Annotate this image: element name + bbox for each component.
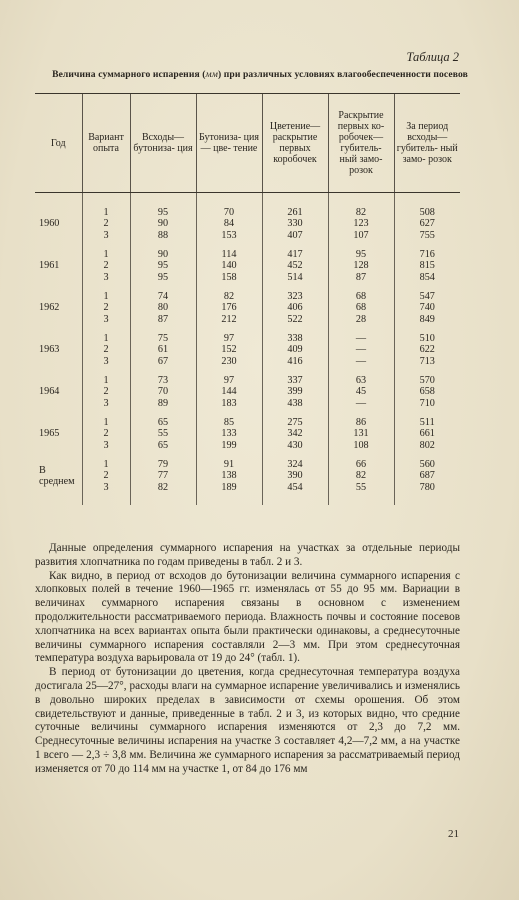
cell-value: 61: [157, 344, 169, 356]
cell-value: 82: [355, 207, 367, 219]
paragraph: Данные определения суммарного испарения на участках за отдельные периоды развития хлопчатника по годам приведены в табл. 2 и 3.: [35, 542, 460, 568]
col-header-period-2: Бутониза- ция — цве- тение: [196, 94, 262, 193]
col-header-period-3: Цветение— раскрытие первых коробочек: [262, 94, 328, 193]
flowering-opening-cell: [262, 455, 328, 505]
caption-before: Величина суммарного испарения (: [52, 69, 206, 80]
table-row: [35, 287, 460, 329]
variant-cell: [82, 245, 130, 287]
page-number: 21: [448, 828, 459, 840]
cell-value: 82: [157, 481, 169, 493]
cell-value: —: [355, 397, 367, 409]
cell-value: 1: [103, 291, 109, 303]
cell-value: 88: [157, 229, 169, 241]
cell-value: 627: [419, 218, 435, 230]
cell-value: 114: [221, 249, 237, 261]
cell-value: —: [355, 355, 367, 367]
cell-value: 70: [223, 207, 235, 219]
opening-frost-cell: [328, 245, 394, 287]
table-row: [35, 245, 460, 287]
cell-value: 97: [223, 333, 235, 345]
cell-value: —: [355, 344, 367, 356]
table-header-row: [35, 94, 460, 193]
cell-value: 622: [419, 344, 435, 356]
cell-value: 67: [157, 355, 169, 367]
cell-value: 55: [157, 428, 169, 440]
cell-value: 452: [287, 260, 303, 272]
paragraph: Как видно, в период от всходов до бутонизации величина суммарного испарения с хлопковых полей в течение 1960—1965 гг. изменялась от 55 до 95 мм. Вариации в величинах суммарного испарения связаны в основном с изменением продолжительности рассматриваемого периода. Влажность почвы и состояние посевов хлопчатника на всех вариантах опыта были практически одинаковы, а среднесуточные величины суммарного испарения составляли 2—3 мм. При этом среднесуточная температура воздуха варьировала от 19 до 24° (табл. 1).: [35, 569, 460, 665]
cell-value: 815: [419, 260, 435, 272]
cell-value: 230: [221, 355, 237, 367]
cell-value: 65: [157, 439, 169, 451]
opening-frost-cell: [328, 287, 394, 329]
cell-value: 2: [103, 428, 109, 440]
cell-value: 2: [103, 218, 109, 230]
year-cell: 1960: [39, 218, 60, 230]
budding-flowering-cell: [196, 371, 262, 413]
cell-value: 409: [287, 344, 303, 356]
cell-value: 716: [419, 249, 435, 261]
total-period-cell: [394, 193, 460, 246]
cell-value: 86: [355, 417, 367, 429]
cell-value: 153: [221, 229, 237, 241]
cell-value: 1: [103, 417, 109, 429]
cell-value: 275: [287, 417, 303, 429]
cell-value: 77: [157, 470, 169, 482]
flowering-opening-cell: [262, 329, 328, 371]
variant-cell: [82, 329, 130, 371]
cell-value: 430: [287, 439, 303, 451]
flowering-opening-cell: [262, 371, 328, 413]
cell-value: 330: [287, 218, 303, 230]
cell-value: 3: [103, 355, 109, 367]
sprouting-budding-cell: [130, 245, 196, 287]
cell-value: 128: [353, 260, 369, 272]
cell-value: 87: [355, 271, 367, 283]
cell-value: 82: [223, 291, 235, 303]
variant-cell: [82, 371, 130, 413]
cell-value: 3: [103, 397, 109, 409]
cell-value: 3: [103, 271, 109, 283]
cell-value: 560: [419, 459, 435, 471]
col-header-year: Год: [35, 94, 82, 193]
variant-cell: [82, 193, 130, 246]
cell-value: 713: [419, 355, 435, 367]
cell-value: 1: [103, 333, 109, 345]
cell-value: 416: [287, 355, 303, 367]
opening-frost-cell: [328, 193, 394, 246]
cell-value: 84: [223, 218, 235, 230]
sprouting-budding-cell: [130, 455, 196, 505]
flowering-opening-cell: [262, 287, 328, 329]
flowering-opening-cell: [262, 193, 328, 246]
opening-frost-cell: [328, 329, 394, 371]
cell-value: 131: [353, 428, 369, 440]
cell-value: 90: [157, 218, 169, 230]
table-row: [35, 455, 460, 505]
variant-cell: [82, 413, 130, 455]
body-text: [35, 542, 460, 777]
cell-value: 510: [419, 333, 435, 345]
cell-value: 658: [419, 386, 435, 398]
total-period-cell: [394, 413, 460, 455]
cell-value: 133: [221, 428, 237, 440]
cell-value: 80: [157, 302, 169, 314]
cell-value: 3: [103, 229, 109, 241]
cell-value: 1: [103, 207, 109, 219]
cell-value: 107: [353, 229, 369, 241]
cell-value: 2: [103, 302, 109, 314]
cell-value: 2: [103, 344, 109, 356]
cell-value: 90: [157, 249, 169, 261]
cell-value: 87: [157, 313, 169, 325]
cell-value: 74: [157, 291, 169, 303]
variant-cell: [82, 287, 130, 329]
cell-value: 342: [287, 428, 303, 440]
total-period-cell: [394, 245, 460, 287]
col-header-total: За период всходы— губитель- ный замо- розок: [394, 94, 460, 193]
cell-value: 324: [287, 459, 303, 471]
year-cell: 1961: [39, 260, 60, 272]
caption-after: ) при различных условиях влагообеспеченности посевов: [217, 69, 468, 80]
cell-value: 123: [353, 218, 369, 230]
cell-value: —: [355, 333, 367, 345]
cell-value: 3: [103, 313, 109, 325]
cell-value: 95: [157, 271, 169, 283]
cell-value: 3: [103, 481, 109, 493]
cell-value: 79: [157, 459, 169, 471]
table-row: [35, 329, 460, 371]
table-caption: [44, 69, 476, 81]
flowering-opening-cell: [262, 245, 328, 287]
budding-flowering-cell: [196, 455, 262, 505]
table-row: [35, 413, 460, 455]
budding-flowering-cell: [196, 413, 262, 455]
cell-value: 144: [221, 386, 237, 398]
cell-value: 417: [287, 249, 303, 261]
budding-flowering-cell: [196, 193, 262, 246]
cell-value: 95: [157, 260, 169, 272]
cell-value: 338: [287, 333, 303, 345]
opening-frost-cell: [328, 413, 394, 455]
table-row: [35, 371, 460, 413]
cell-value: 63: [355, 375, 367, 387]
cell-value: 199: [221, 439, 237, 451]
cell-value: 687: [419, 470, 435, 482]
cell-value: 108: [353, 439, 369, 451]
cell-value: 68: [355, 291, 367, 303]
cell-value: 406: [287, 302, 303, 314]
cell-value: 68: [355, 302, 367, 314]
cell-value: 261: [287, 207, 303, 219]
year-cell: В среднем: [39, 464, 75, 487]
total-period-cell: [394, 287, 460, 329]
year-cell: 1962: [39, 302, 60, 314]
cell-value: 28: [355, 313, 367, 325]
table-row: [35, 193, 460, 246]
cell-value: 337: [287, 375, 303, 387]
sprouting-budding-cell: [130, 329, 196, 371]
cell-value: 661: [419, 428, 435, 440]
flowering-opening-cell: [262, 413, 328, 455]
cell-value: 514: [287, 271, 303, 283]
cell-value: 854: [419, 271, 435, 283]
cell-value: 407: [287, 229, 303, 241]
cell-value: 152: [221, 344, 237, 356]
cell-value: 140: [221, 260, 237, 272]
cell-value: 511: [419, 417, 435, 429]
cell-value: 1: [103, 459, 109, 471]
total-period-cell: [394, 371, 460, 413]
cell-value: 3: [103, 439, 109, 451]
table-label: Таблица 2: [406, 50, 459, 64]
cell-value: 390: [287, 470, 303, 482]
opening-frost-cell: [328, 371, 394, 413]
cell-value: 82: [355, 470, 367, 482]
table-body: [35, 193, 460, 506]
cell-value: 189: [221, 481, 237, 493]
sprouting-budding-cell: [130, 193, 196, 246]
cell-value: 97: [223, 375, 235, 387]
cell-value: 570: [419, 375, 435, 387]
year-cell: 1965: [39, 428, 60, 440]
cell-value: 547: [419, 291, 435, 303]
paragraph: В период от бутонизации до цветения, когда среднесуточная температура воздуха достигала 25—27°, расходы влаги на суммарное испарение увеличивались и изменялись в довольно широких пределах в зависимости от схемы орошения. Об этом свидетельствуют и данные, приведенные в табл. 2 и 3, из которых видно, что средние суточные величины суммарного испарения изменяются от 2,3 до 7,2 мм. Среднесуточные величины испарения на участке 3 составляет 4,2—7,2 мм, а на участке 1 всего — 2,3 ÷ 3,8 мм. Величина же суммарного испарения за рассматриваемый период изменяется от 70 до 114 мм на участке 1, от 84 до 176 мм: [35, 666, 460, 775]
cell-value: 70: [157, 386, 169, 398]
cell-value: 95: [355, 249, 367, 261]
cell-value: 91: [223, 459, 235, 471]
cell-value: 65: [157, 417, 169, 429]
sprouting-budding-cell: [130, 371, 196, 413]
budding-flowering-cell: [196, 287, 262, 329]
cell-value: 710: [419, 397, 435, 409]
cell-value: 138: [221, 470, 237, 482]
col-header-period-1: Всходы— бутониза- ция: [130, 94, 196, 193]
cell-value: 1: [103, 375, 109, 387]
year-cell: 1964: [39, 386, 60, 398]
total-period-cell: [394, 329, 460, 371]
col-header-period-4: Раскрытие первых ко- робочек— губитель- ный замо- розок: [328, 94, 394, 193]
cell-value: 89: [157, 397, 169, 409]
cell-value: 183: [221, 397, 237, 409]
cell-value: 75: [157, 333, 169, 345]
cell-value: 55: [355, 481, 367, 493]
sprouting-budding-cell: [130, 413, 196, 455]
col-header-variant: Вариант опыта: [82, 94, 130, 193]
cell-value: 849: [419, 313, 435, 325]
cell-value: 508: [419, 207, 435, 219]
opening-frost-cell: [328, 455, 394, 505]
budding-flowering-cell: [196, 329, 262, 371]
cell-value: 454: [287, 481, 303, 493]
cell-value: 755: [419, 229, 435, 241]
cell-value: 73: [157, 375, 169, 387]
budding-flowering-cell: [196, 245, 262, 287]
cell-value: 66: [355, 459, 367, 471]
caption-unit: мм: [205, 69, 218, 80]
cell-value: 85: [223, 417, 235, 429]
cell-value: 399: [287, 386, 303, 398]
cell-value: 438: [287, 397, 303, 409]
cell-value: 1: [103, 249, 109, 261]
cell-value: 2: [103, 260, 109, 272]
cell-value: 522: [287, 313, 303, 325]
variant-cell: [82, 455, 130, 505]
cell-value: 176: [221, 302, 237, 314]
cell-value: 2: [103, 386, 109, 398]
cell-value: 780: [419, 481, 435, 493]
cell-value: 158: [221, 271, 237, 283]
cell-value: 45: [355, 386, 367, 398]
cell-value: 323: [287, 291, 303, 303]
cell-value: 95: [157, 207, 169, 219]
cell-value: 802: [419, 439, 435, 451]
evaporation-table: [35, 93, 460, 505]
sprouting-budding-cell: [130, 287, 196, 329]
cell-value: 740: [419, 302, 435, 314]
cell-value: 212: [221, 313, 237, 325]
year-cell: 1963: [39, 344, 60, 356]
total-period-cell: [394, 455, 460, 505]
cell-value: 2: [103, 470, 109, 482]
